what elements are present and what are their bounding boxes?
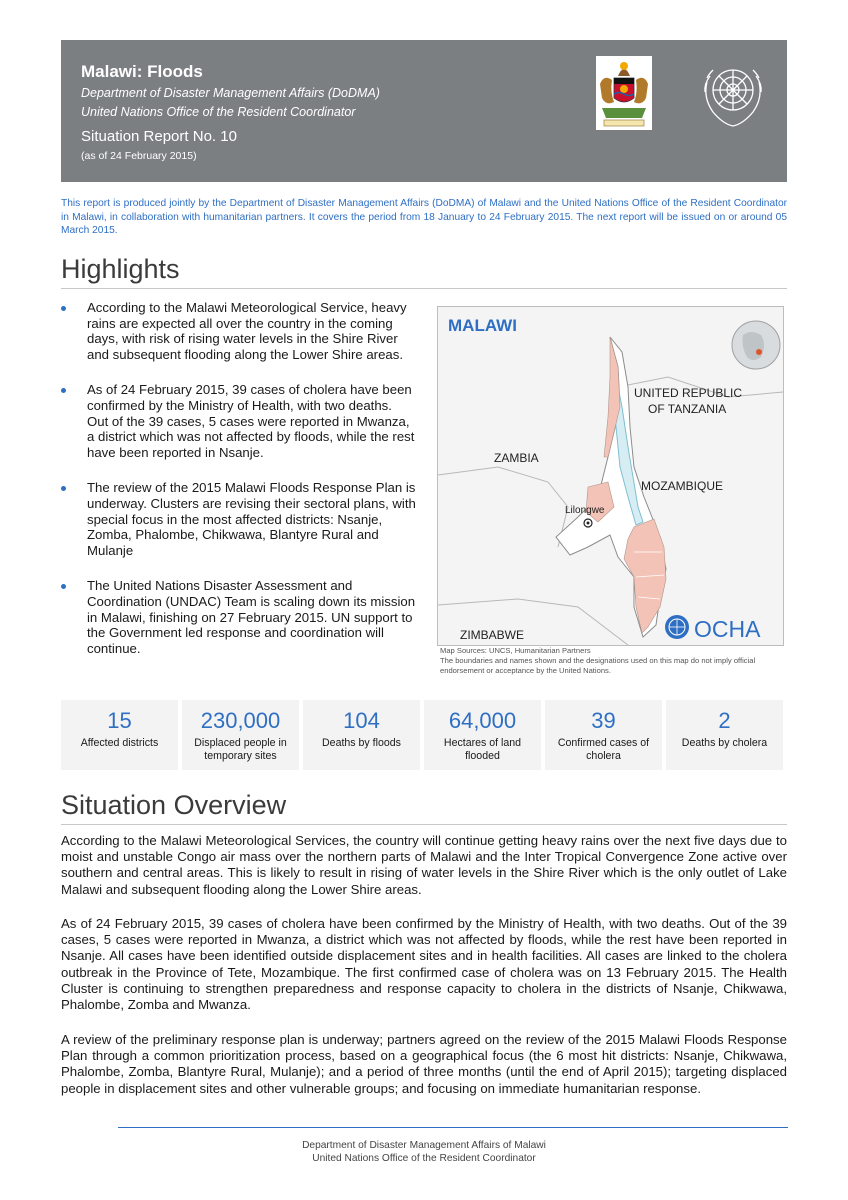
highlight-text: The review of the 2015 Malawi Floods Response Plan is underway. Clusters are revising their sectoral plans, with special focus in the most affected districts: Nsanje, Zomba, Phalombe, Chikwawa, Blantyre Rural and Mulanje <box>87 480 416 558</box>
map-caption <box>440 646 780 676</box>
highlights-rule <box>61 288 787 289</box>
map-label-mozambique: MOZAMBIQUE <box>641 479 724 493</box>
map-disclaimer: The boundaries and names shown and the designations used on this map do not imply official endorsement or acceptance by the United Nations. <box>440 656 756 675</box>
stat-tile <box>182 700 299 770</box>
stat-value: 64,000 <box>448 708 517 733</box>
map-label-lilongwe: Lilongwe <box>565 505 605 516</box>
stat-label: Hectares of land flooded <box>443 737 522 762</box>
stat-value: 15 <box>107 708 132 733</box>
report-intro: This report is produced jointly by the Department of Disaster Management Affairs (DoDMA) of Malawi and the United Nations Office of the Resident Coordinator in Malawi, in collaboration with humanitarian partners. It covers the period from 18 January to 24 February 2015. The next report will be issued on or around 05 March 2015. <box>61 198 787 236</box>
stat-tile <box>666 700 783 770</box>
stat-label: Deaths by floods <box>322 737 401 749</box>
bullet-icon <box>61 584 66 589</box>
report-title: Malawi: Floods <box>81 62 203 81</box>
report-subtitle-dodma: Department of Disaster Management Affairs (DoDMA) <box>81 86 380 100</box>
stat-value: 104 <box>343 708 380 733</box>
stat-label: Confirmed cases of cholera <box>557 737 650 762</box>
highlights-heading: Highlights <box>61 254 180 284</box>
map-label-tanzania-2: OF TANZANIA <box>648 402 727 416</box>
highlight-item <box>61 578 416 656</box>
footer-line-2: United Nations Office of the Resident Coordinator <box>312 1153 536 1164</box>
ocha-logo <box>665 615 761 642</box>
highlight-text: According to the Malawi Meteorological Service, heavy rains are expected all over the country in the coming days, with risk of rising water levels in the Shire River and subsequent flooding along the Lower Shire areas. <box>87 300 407 362</box>
highlight-item <box>61 382 416 460</box>
overview-paragraph: According to the Malawi Meteorological Services, the country will continue getting heavy rains over the next five days due to moist and unstable Congo air mass over the northern parts of Malawi and the Inter Tropical Convergence Zone active over southern and central areas. This is likely to result in rising of water levels in the Shire River which is the only outlet of Lake Malawi and subsequent flooding along the Lower Shire areas. <box>61 833 787 897</box>
overview-rule <box>61 824 787 825</box>
stat-tile <box>545 700 662 770</box>
ocha-logo-text: OCHA <box>694 616 761 642</box>
bullet-icon <box>61 306 66 311</box>
malawi-coat-of-arms-logo <box>596 56 652 130</box>
map-title: MALAWI <box>448 316 517 335</box>
stat-value: 230,000 <box>200 708 281 733</box>
overview-paragraph: A review of the preliminary response plan is underway; partners agreed on the review of the 2015 Malawi Floods Response Plan through a common prioritization process, based on a geographical focus (the 6 most hit districts: Nsanje, Chikwawa, Phalombe, Zomba, Blantyre Rural, Mulanje); and a period of three months (until the end of April 2015); targeting displaced people in displacement sites and other vulnerable groups; and focusing on immediate humanitarian response. <box>61 1032 787 1096</box>
footer-line-1: Department of Disaster Management Affairs of Malawi <box>302 1140 546 1151</box>
report-number: Situation Report No. 10 <box>81 128 237 145</box>
malawi-map <box>437 306 784 646</box>
footer-rule <box>118 1127 788 1128</box>
report-header <box>61 40 787 182</box>
highlight-text: As of 24 February 2015, 39 cases of cholera have been confirmed by the Ministry of Health, with two deaths. Out of the 39 cases, 5 cases were reported in Mwanza, a district which was not affected by floods, while the rest have been reported in Nsanje. <box>87 382 415 460</box>
report-date: (as of 24 February 2015) <box>81 150 197 162</box>
un-emblem-logo <box>693 52 773 132</box>
map-label-zimbabwe: ZIMBABWE <box>460 628 525 642</box>
stat-label: Displaced people in temporary sites <box>194 737 287 762</box>
map-label-zambia: ZAMBIA <box>494 451 539 465</box>
stat-value: 2 <box>718 708 731 733</box>
overview-paragraph: As of 24 February 2015, 39 cases of cholera have been confirmed by the Ministry of Health, with two deaths. Out of the 39 cases, 5 cases were reported in Mwanza, a district which was not affected by floods, while the rest have been reported in Nsanje. All cases have been identified outside displacement sites and in health facilities. All cases are linked to the cholera outbreak in the Province of Tete, Mozambique. The first confirmed case of cholera was on 13 February 2015. The Health Cluster is continuing to strengthen preparedness and response capacity to cholera in the districts of Nsanje, Chikwawa, Phalombe, Zomba and Mwanza. <box>61 916 787 1013</box>
stat-tile <box>424 700 541 770</box>
highlight-text: The United Nations Disaster Assessment and Coordination (UNDAC) Team is scaling down its mission in Malawi, finishing on 27 February 2015. UN support to the Government led response and coordination will continue. <box>87 578 416 656</box>
stat-value: 39 <box>591 708 616 733</box>
stat-tile <box>303 700 420 770</box>
key-figures <box>61 700 787 770</box>
highlight-item <box>61 480 416 558</box>
highlight-item <box>61 300 416 362</box>
map-graphic <box>438 307 783 645</box>
bullet-icon <box>61 388 66 393</box>
overview-heading: Situation Overview <box>61 790 287 820</box>
stat-tile <box>61 700 178 770</box>
map-label-tanzania: UNITED REPUBLIC <box>634 386 743 400</box>
map-source: Map Sources: UNCS, Humanitarian Partners <box>440 646 591 655</box>
bullet-icon <box>61 486 66 491</box>
stat-label: Affected districts <box>80 737 159 749</box>
stat-label: Deaths by cholera <box>681 737 768 749</box>
report-subtitle-un: United Nations Office of the Resident Coordinator <box>81 105 356 119</box>
highlights-list <box>61 300 416 676</box>
